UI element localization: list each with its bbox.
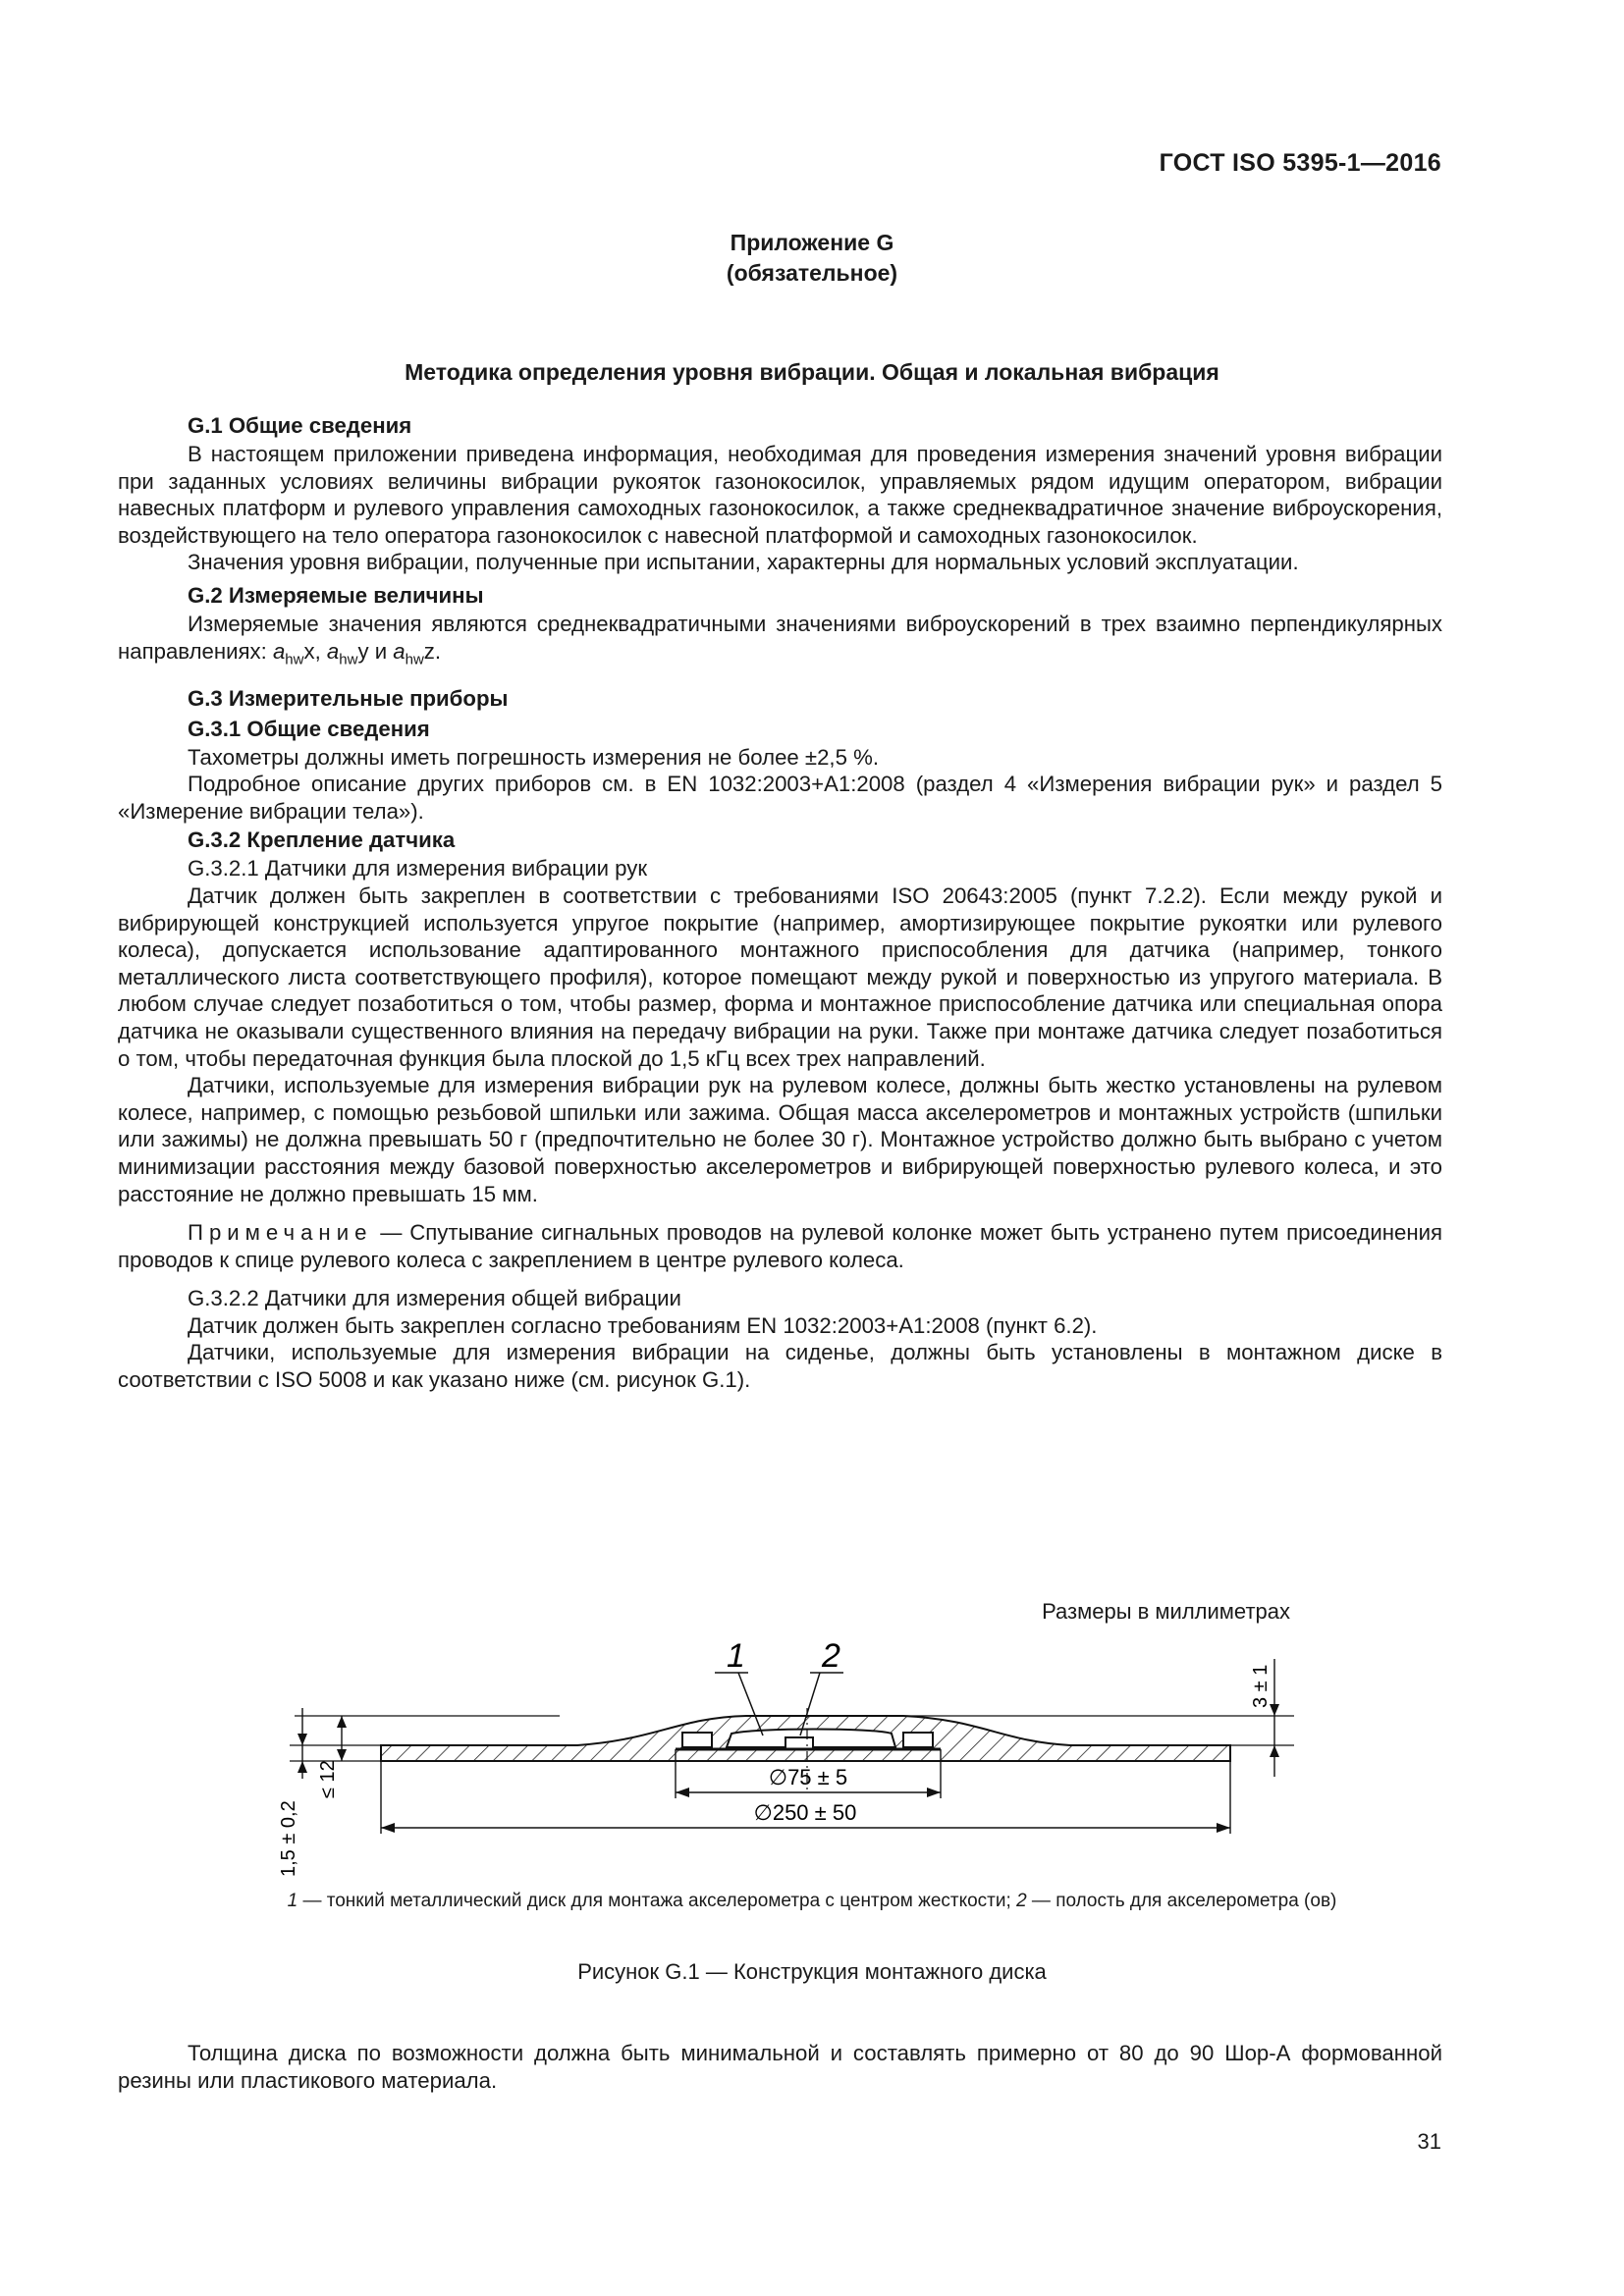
note-text: — Спутывание сигнальных проводов на рулевой колонке может быть устранено путем присоединения проводов к спице рулевого колеса с закреплением в центре рулевого колеса. bbox=[118, 1220, 1442, 1272]
dim-thick-arrow-bottom bbox=[298, 1761, 307, 1773]
symbol-a: a bbox=[393, 638, 406, 664]
page-number: 31 bbox=[1417, 2129, 1441, 2154]
document-code: ГОСТ ISO 5395-1—2016 bbox=[1159, 149, 1441, 177]
section-g2-paragraph bbox=[118, 611, 1442, 673]
note bbox=[118, 1219, 1442, 1273]
legend-num-1: 1 bbox=[287, 1891, 298, 1911]
section-g31-paragraph: Подробное описание других приборов см. в EN 1032:2003+A1:2008 (раздел 4 «Измерения вибрации рук» и раздел 5 «Измерение вибрации тела»). bbox=[118, 772, 1442, 824]
closing-paragraph-block bbox=[118, 2040, 1442, 2095]
dim-75-arrow-right bbox=[927, 1788, 941, 1797]
dim-top-label: 3 ± 1 bbox=[1250, 1664, 1272, 1708]
figure-caption: Рисунок G.1 — Конструкция монтажного диска bbox=[577, 1959, 1047, 1984]
section-g1-paragraph: Значения уровня вибрации, полученные при испытании, характерны для нормальных условий эксплуатации. bbox=[188, 550, 1299, 575]
dim-75-arrow-left bbox=[676, 1788, 689, 1797]
axis-z: z bbox=[423, 638, 435, 664]
section-g3-title: G.3 Измерительные приборы bbox=[188, 685, 509, 711]
dim-250-arrow-right bbox=[1217, 1823, 1230, 1833]
legend-text-1: — тонкий металлический диск для монтажа акселерометра с центром жесткости; bbox=[298, 1891, 1017, 1911]
symbol-a: a bbox=[272, 638, 286, 664]
section-g1-paragraph: В настоящем приложении приведена информация, необходимая для проведения измерения значений уровня вибрации при заданных условиях величины вибрации рукояток газонокосилок, управляемых рядом идущим оператором, вибрации навесных платформ и рулевого управления самоходных газонокосилок, а также среднеквадратичное значение виброускорения, воздействующего на тело оператора газонокосилок с навесной платформой и самоходных газонокосилок. bbox=[118, 442, 1442, 548]
appendix-label: Приложение G bbox=[730, 230, 894, 255]
section-g2-title: G.2 Измеряемые величины bbox=[188, 582, 484, 608]
callout-label-2: 2 bbox=[822, 1637, 840, 1675]
metal-disc-right-tab bbox=[903, 1733, 933, 1747]
annex-heading: Методика определения уровня вибрации. Общая и локальная вибрация bbox=[405, 359, 1219, 385]
section-g31-title: G.3.1 Общие сведения bbox=[188, 716, 430, 741]
section-g321-paragraph: Датчик должен быть закреплен в соответствии с требованиями ISO 20643:2005 (пункт 7.2.2). Если между рукой и вибрирующей конструкцией используется упругое покрытие (например, амортизирующее покрытие рукоятки или рулевого колеса), допускается использование адаптированного монтажного приспособления для датчика (например, тонкого металлического листа соответствующего профиля), которое помещают между рукой и поверхностью из упругого материала. В любом случае следует позаботиться о том, чтобы размер, форма и монтажное приспособление датчика или специальная опора датчика не оказывали существенного влияния на передачу вибрации на руки. Также при монтаже датчика следует позаботиться о том, чтобы передаточная функция была плоской до 1,5 кГц всех трех направлений. bbox=[118, 882, 1442, 1071]
separator: и bbox=[368, 638, 394, 664]
subscript-hw: hw bbox=[405, 651, 424, 667]
accelerometer-block bbox=[785, 1737, 813, 1749]
section-g31-paragraph: Тахометры должны иметь погрешность измерения не более ±2,5 %. bbox=[188, 744, 879, 770]
subscript-hw: hw bbox=[285, 651, 304, 667]
section-g321-title: G.3.2.1 Датчики для измерения вибрации рук bbox=[188, 856, 648, 881]
legend-num-2: 2 bbox=[1016, 1891, 1027, 1911]
text-run: Измеряемые значения являются среднеквадратичными значениями виброускорений в трех взаимно перпендикулярных направлениях: bbox=[118, 611, 1442, 664]
sentence-end: . bbox=[434, 638, 442, 664]
figure-legend bbox=[0, 1891, 1624, 1912]
callout-label-1: 1 bbox=[727, 1637, 745, 1675]
dim-height-label: ≤ 12 bbox=[317, 1760, 339, 1798]
mounting-disc-figure bbox=[236, 1571, 1384, 1885]
dim-top-arrow-bottom bbox=[1270, 1745, 1279, 1757]
section-g322-paragraph: Датчики, используемые для измерения вибрации на сиденье, должны быть установлены в монтажном диске в соответствии с ISO 5008 и как указано ниже (см. рисунок G.1). bbox=[118, 1340, 1442, 1393]
section-g322-title: G.3.2.2 Датчики для измерения общей вибрации bbox=[188, 1286, 681, 1311]
dim-250-label: ∅250 ± 50 bbox=[753, 1800, 857, 1825]
dim-height-arrow-top bbox=[337, 1716, 347, 1728]
appendix-type: (обязательное) bbox=[726, 260, 898, 286]
dim-75-label: ∅75 ± 5 bbox=[768, 1765, 848, 1789]
note-label: Примечание bbox=[188, 1220, 373, 1246]
dimensions-note: Размеры в миллиметрах bbox=[1042, 1599, 1290, 1624]
legend-text-2: — полость для акселерометра (ов) bbox=[1026, 1891, 1337, 1911]
subscript-hw: hw bbox=[339, 651, 358, 667]
section-g322-paragraph: Датчик должен быть закреплен согласно требованиям EN 1032:2003+A1:2008 (пункт 6.2). bbox=[188, 1312, 1098, 1338]
section-body bbox=[118, 410, 1442, 1394]
appendix-title bbox=[0, 228, 1624, 289]
dim-thick-label: 1,5 ± 0,2 bbox=[278, 1800, 299, 1877]
closing-paragraph: Толщина диска по возможности должна быть минимальной и составлять примерно от 80 до 90 Шор-А формованной резины или пластикового материала. bbox=[118, 2041, 1442, 2093]
separator: , bbox=[314, 638, 327, 664]
dim-250-arrow-left bbox=[381, 1823, 395, 1833]
dim-thick-arrow-top bbox=[298, 1734, 307, 1745]
metal-disc-left-tab bbox=[682, 1733, 712, 1747]
section-g1-title: G.1 Общие сведения bbox=[188, 413, 412, 438]
section-g321-paragraph: Датчики, используемые для измерения вибрации рук на рулевом колесе, должны быть жестко установлены на рулевом колесе, например, с помощью резьбовой шпильки или зажима. Общая масса акселерометров и монтажных устройств (шпильки или зажимы) не должна превышать 50 г (предпочтительно не более 30 г). Монтажное устройство должно быть выбрано с учетом минимизации расстояния между базовой поверхностью акселерометров и вибрирующей поверхностью рулевого колеса, и это расстояние не должно превышать 15 мм. bbox=[118, 1073, 1442, 1206]
axis-y: y bbox=[357, 638, 369, 664]
dim-height-arrow-bottom bbox=[337, 1749, 347, 1761]
axis-x: x bbox=[303, 638, 315, 664]
section-g32-title: G.3.2 Крепление датчика bbox=[188, 828, 456, 853]
symbol-a: a bbox=[326, 638, 340, 664]
